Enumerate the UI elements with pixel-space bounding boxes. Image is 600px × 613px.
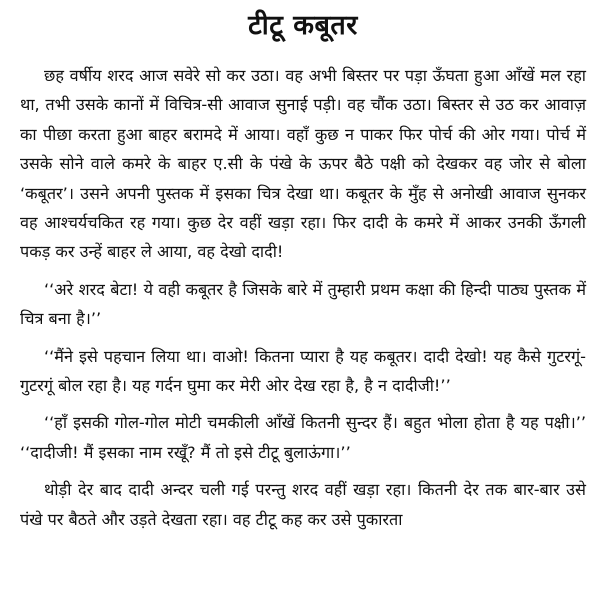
paragraph-4: ‘‘हाँ इसकी गोल-गोल मोटी चमकीली आँखें कितनी सुन्दर हैं। बहुत भोला होता है यह पक्षी।’’ ‘‘दादीजी! मैं इसका नाम रखूँ? मैं तो इसे टीटू बुलाऊंगा।’’ xyxy=(20,413,586,462)
paragraph-1: छह वर्षीय शरद आज सवेरे सो कर उठा। वह अभी बिस्तर पर पड़ा ऊँघता हुआ आँखें मल रहा था, तभी उसके कानों में विचित्र-सी आवाज सुनाई पड़ी। वह चौंक उठा। बिस्तर से उठ कर आवाज़ का पीछा करता हुआ बाहर बरामदे में आया। वहाँ कुछ न पाकर फिर पोर्च की ओर गया। पोर्च में उसके सोने वाले कमरे के बाहर ए.सी के पंखे के ऊपर बैठे पक्षी को देखकर वह जोर से बोला ‘कबूतर’। उसने अपनी पुस्तक में इसका चित्र देखा था। कबूतर के मुँह से अनोखी आवाज सुनकर वह आश्चर्यचकित रह गया। कुछ देर वहीं खड़ा रहा। फिर दादी के कमरे में आकर उनकी ऊँगली पकड़ कर उन्हें बाहर ले आया, वह देखो दादी! xyxy=(20,66,586,262)
paragraph-5: थोड़ी देर बाद दादी अन्दर चली गई परन्तु शरद वहीं खड़ा रहा। कितनी देर तक बार-बार उसे पंखे पर बैठते और उड़ते देखता रहा। वह टीटू कह कर उसे पुकारता xyxy=(20,480,586,529)
story-title: टीटू कबूतर xyxy=(248,10,358,41)
paragraph-3: ‘‘मैंने इसे पहचान लिया था। वाओ! कितना प्यारा है यह कबूतर। दादी देखो! यह कैसे गुटरगूं-गुटरगूं बोल रहा है। यह गर्दन घुमा कर मेरी ओर देख रहा है, है न दादीजी!’’ xyxy=(20,346,586,396)
paragraph-2: ‘‘अरे शरद बेटा! ये वही कबूतर है जिसके बारे में तुम्हारी प्रथम कक्षा की हिन्दी पाठ्य पुस्तक में चित्र बना है।’’ xyxy=(20,279,586,329)
